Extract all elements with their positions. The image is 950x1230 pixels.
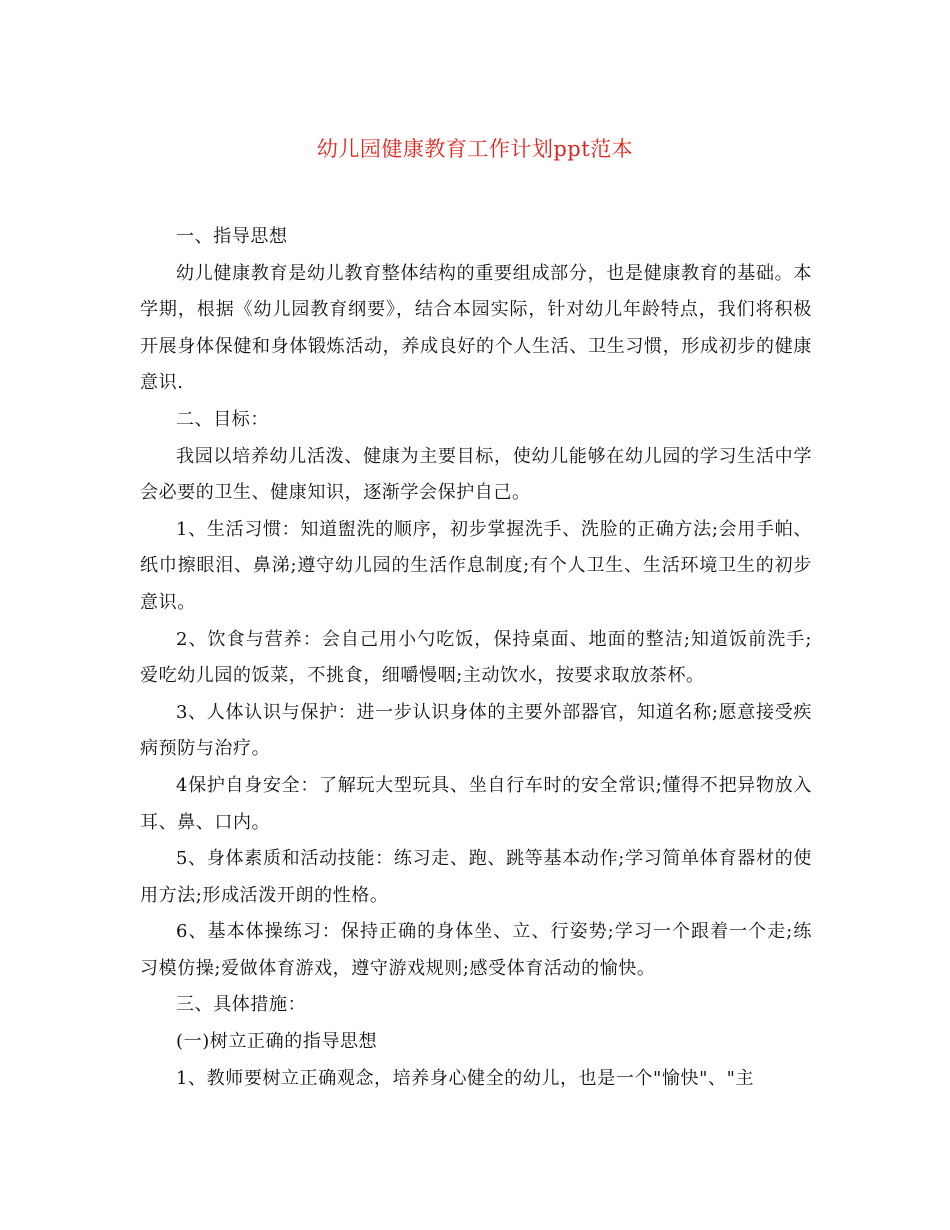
paragraph-goals-intro: 我园以培养幼儿活泼、健康为主要目标，使幼儿能够在幼儿园的学习生活中学会必要的卫生、健康知识，逐渐学会保护自己。 <box>140 445 812 504</box>
paragraph-goal-diet-nutrition: 2、饮食与营养：会自己用小勺吃饭，保持桌面、地面的整洁;知道饭前洗手;爱吃幼儿园的饭菜，不挑食，细嚼慢咽;主动饮水，按要求取放茶杯。 <box>140 628 812 687</box>
paragraph-goal-living-habits: 1、生活习惯：知道盥洗的顺序，初步掌握洗手、洗脸的正确方法;会用手帕、纸巾擦眼泪、鼻涕;遵守幼儿园的生活作息制度;有个人卫生、生活环境卫生的初步意识。 <box>140 518 812 613</box>
section-heading-measures: 三、具体措施： <box>176 994 307 1016</box>
subsection-heading-guiding-thought: (一)树立正确的指导思想 <box>176 1031 378 1053</box>
section-heading-guiding-thought: 一、指导思想 <box>176 226 288 247</box>
document-title: 幼儿园健康教育工作计划ppt范本 <box>316 137 634 161</box>
paragraph-goal-gymnastics: 6、基本体操练习：保持正确的身体坐、立、行姿势;学习一个跟着一个走;练习模仿操;爱做体育游戏，遵守游戏规则;感受体育活动的愉快。 <box>140 921 812 979</box>
paragraph-goal-body-awareness: 3、人体认识与保护：进一步认识身体的主要外部器官，知道名称;愿意接受疾病预防与治疗。 <box>140 701 812 760</box>
document-body <box>140 219 812 1097</box>
paragraph-goal-physical-skills: 5、身体素质和活动技能：练习走、跑、跳等基本动作;学习简单体育器材的使用方法;形成活泼开朗的性格。 <box>140 848 812 906</box>
paragraph-goal-self-safety: 4保护自身安全：了解玩大型玩具、坐自行车时的安全常识;懂得不把异物放入耳、鼻、口内。 <box>140 774 812 833</box>
section-heading-goals: 二、目标： <box>176 408 269 430</box>
paragraph-guiding-thought: 幼儿健康教育是幼儿教育整体结构的重要组成部分，也是健康教育的基础。本学期，根据《幼儿园教育纲要》，结合本园实际，针对幼儿年龄特点，我们将积极开展身体保健和身体锻炼活动，养成良好的个人生活、卫生习惯，形成初步的健康意识. <box>140 262 812 394</box>
paragraph-measure-teacher-concept: 1、教师要树立正确观念，培养身心健全的幼儿，也是一个"愉快"、"主 <box>176 1067 755 1089</box>
